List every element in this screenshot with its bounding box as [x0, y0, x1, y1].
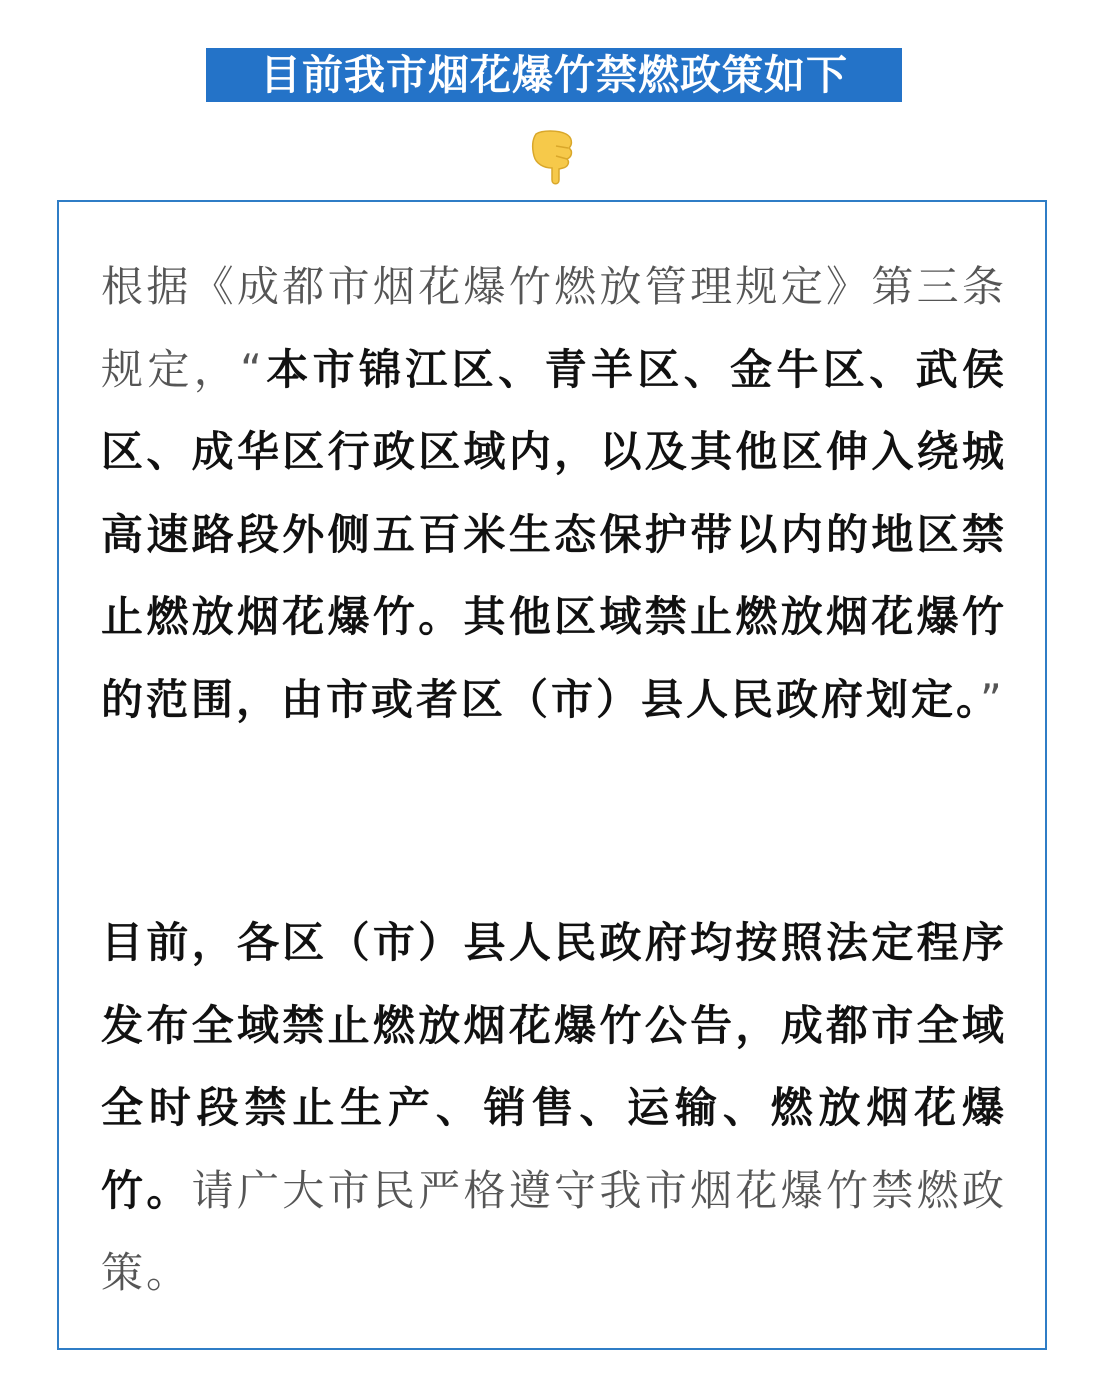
- backhand-index-pointing-down-icon: [528, 128, 578, 186]
- policy-content-box: [57, 200, 1047, 1350]
- regulation-intro: 根据《成都市烟花爆竹燃放管理规定》第三条规定，“: [101, 262, 1007, 394]
- quote-close-mark: ”: [980, 674, 1005, 724]
- current-policy-appeal: 请广大市民严格遵守我市烟花爆竹禁燃政策。: [101, 1165, 1007, 1297]
- regulation-paragraph: [101, 246, 1007, 741]
- current-policy-paragraph: [101, 902, 1007, 1315]
- current-policy-bold: 目前，各区（市）县人民政府均按照法定程序发布全域禁止燃放烟花爆竹公告，成都市全域全时段禁止生产、销售、运输、燃放烟花爆竹。: [101, 918, 1007, 1215]
- page-title: 目前我市烟花爆竹禁燃政策如下: [206, 48, 902, 102]
- regulation-quote: 本市锦江区、青羊区、金牛区、武侯区、成华区行政区域内，以及其他区伸入绕城高速路段外侧五百米生态保护带以内的地区禁止燃放烟花爆竹。其他区域禁止燃放烟花爆竹的范围，由市或者区（市）县人民政府划定。: [101, 344, 1007, 724]
